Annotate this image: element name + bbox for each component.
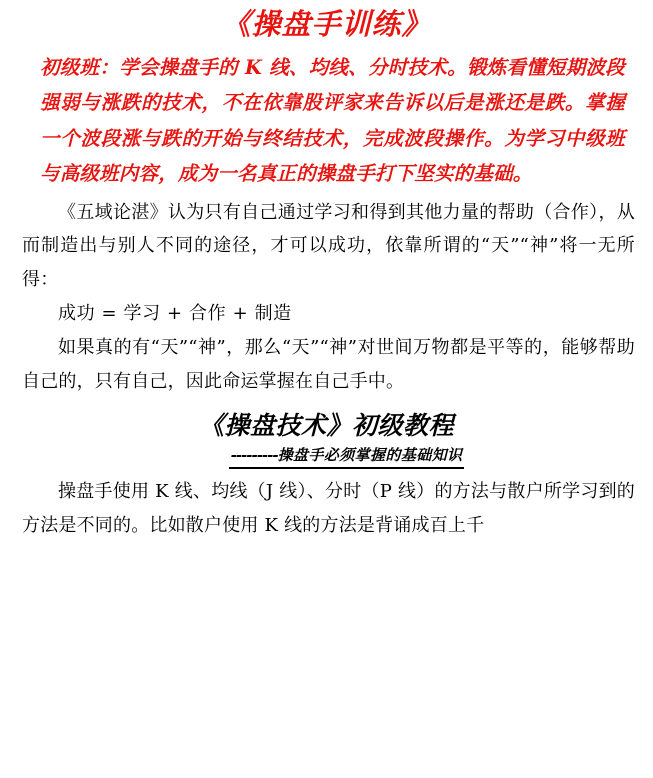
- document-title: 《操盘手训练》: [221, 7, 432, 41]
- document-page: [0, 6, 653, 778]
- section-title: 《操盘技术》初级教程: [198, 410, 454, 440]
- body-paragraph-1: 《五域论湛》认为只有自己通过学习和得到其他力量的帮助（合作），从而制造出与别人不同的途径，才可以成功，依靠所谓的“天”“神”将一无所得：: [22, 201, 635, 291]
- success-formula: 成功 = 学习 + 合作 + 制造: [58, 303, 292, 325]
- subtitle-text: 操盘手必须掌握的基础知识: [277, 446, 463, 465]
- section-subtitle-row: [14, 444, 639, 469]
- body-paragraph-3: 操盘手使用 K 线、均线（J 线）、分时（P 线）的方法与散户所学习到的方法是不同的。比如散户使用 K 线的方法是背诵成百上千: [22, 481, 635, 537]
- section-subtitle: [229, 444, 465, 469]
- body-paragraph-2: 如果真的有“天”“神”，那么“天”“神”对世间万物都是平等的，能够帮助自己的，只有自己，因此命运掌握在自己手中。: [22, 336, 635, 392]
- intro-paragraph: 初级班：学会操盘手的 K 线、均线、分时技术。锻炼看懂短期波段强弱与涨跌的技术，不在依靠股评家来告诉以后是涨还是跌。掌握一个波段涨与跌的开始与终结技术，完成波段操作。为学习中级班与高级班内容，成为一名真正的操盘手打下坚实的基础。: [40, 55, 625, 186]
- subtitle-dashes: ---------: [230, 446, 278, 465]
